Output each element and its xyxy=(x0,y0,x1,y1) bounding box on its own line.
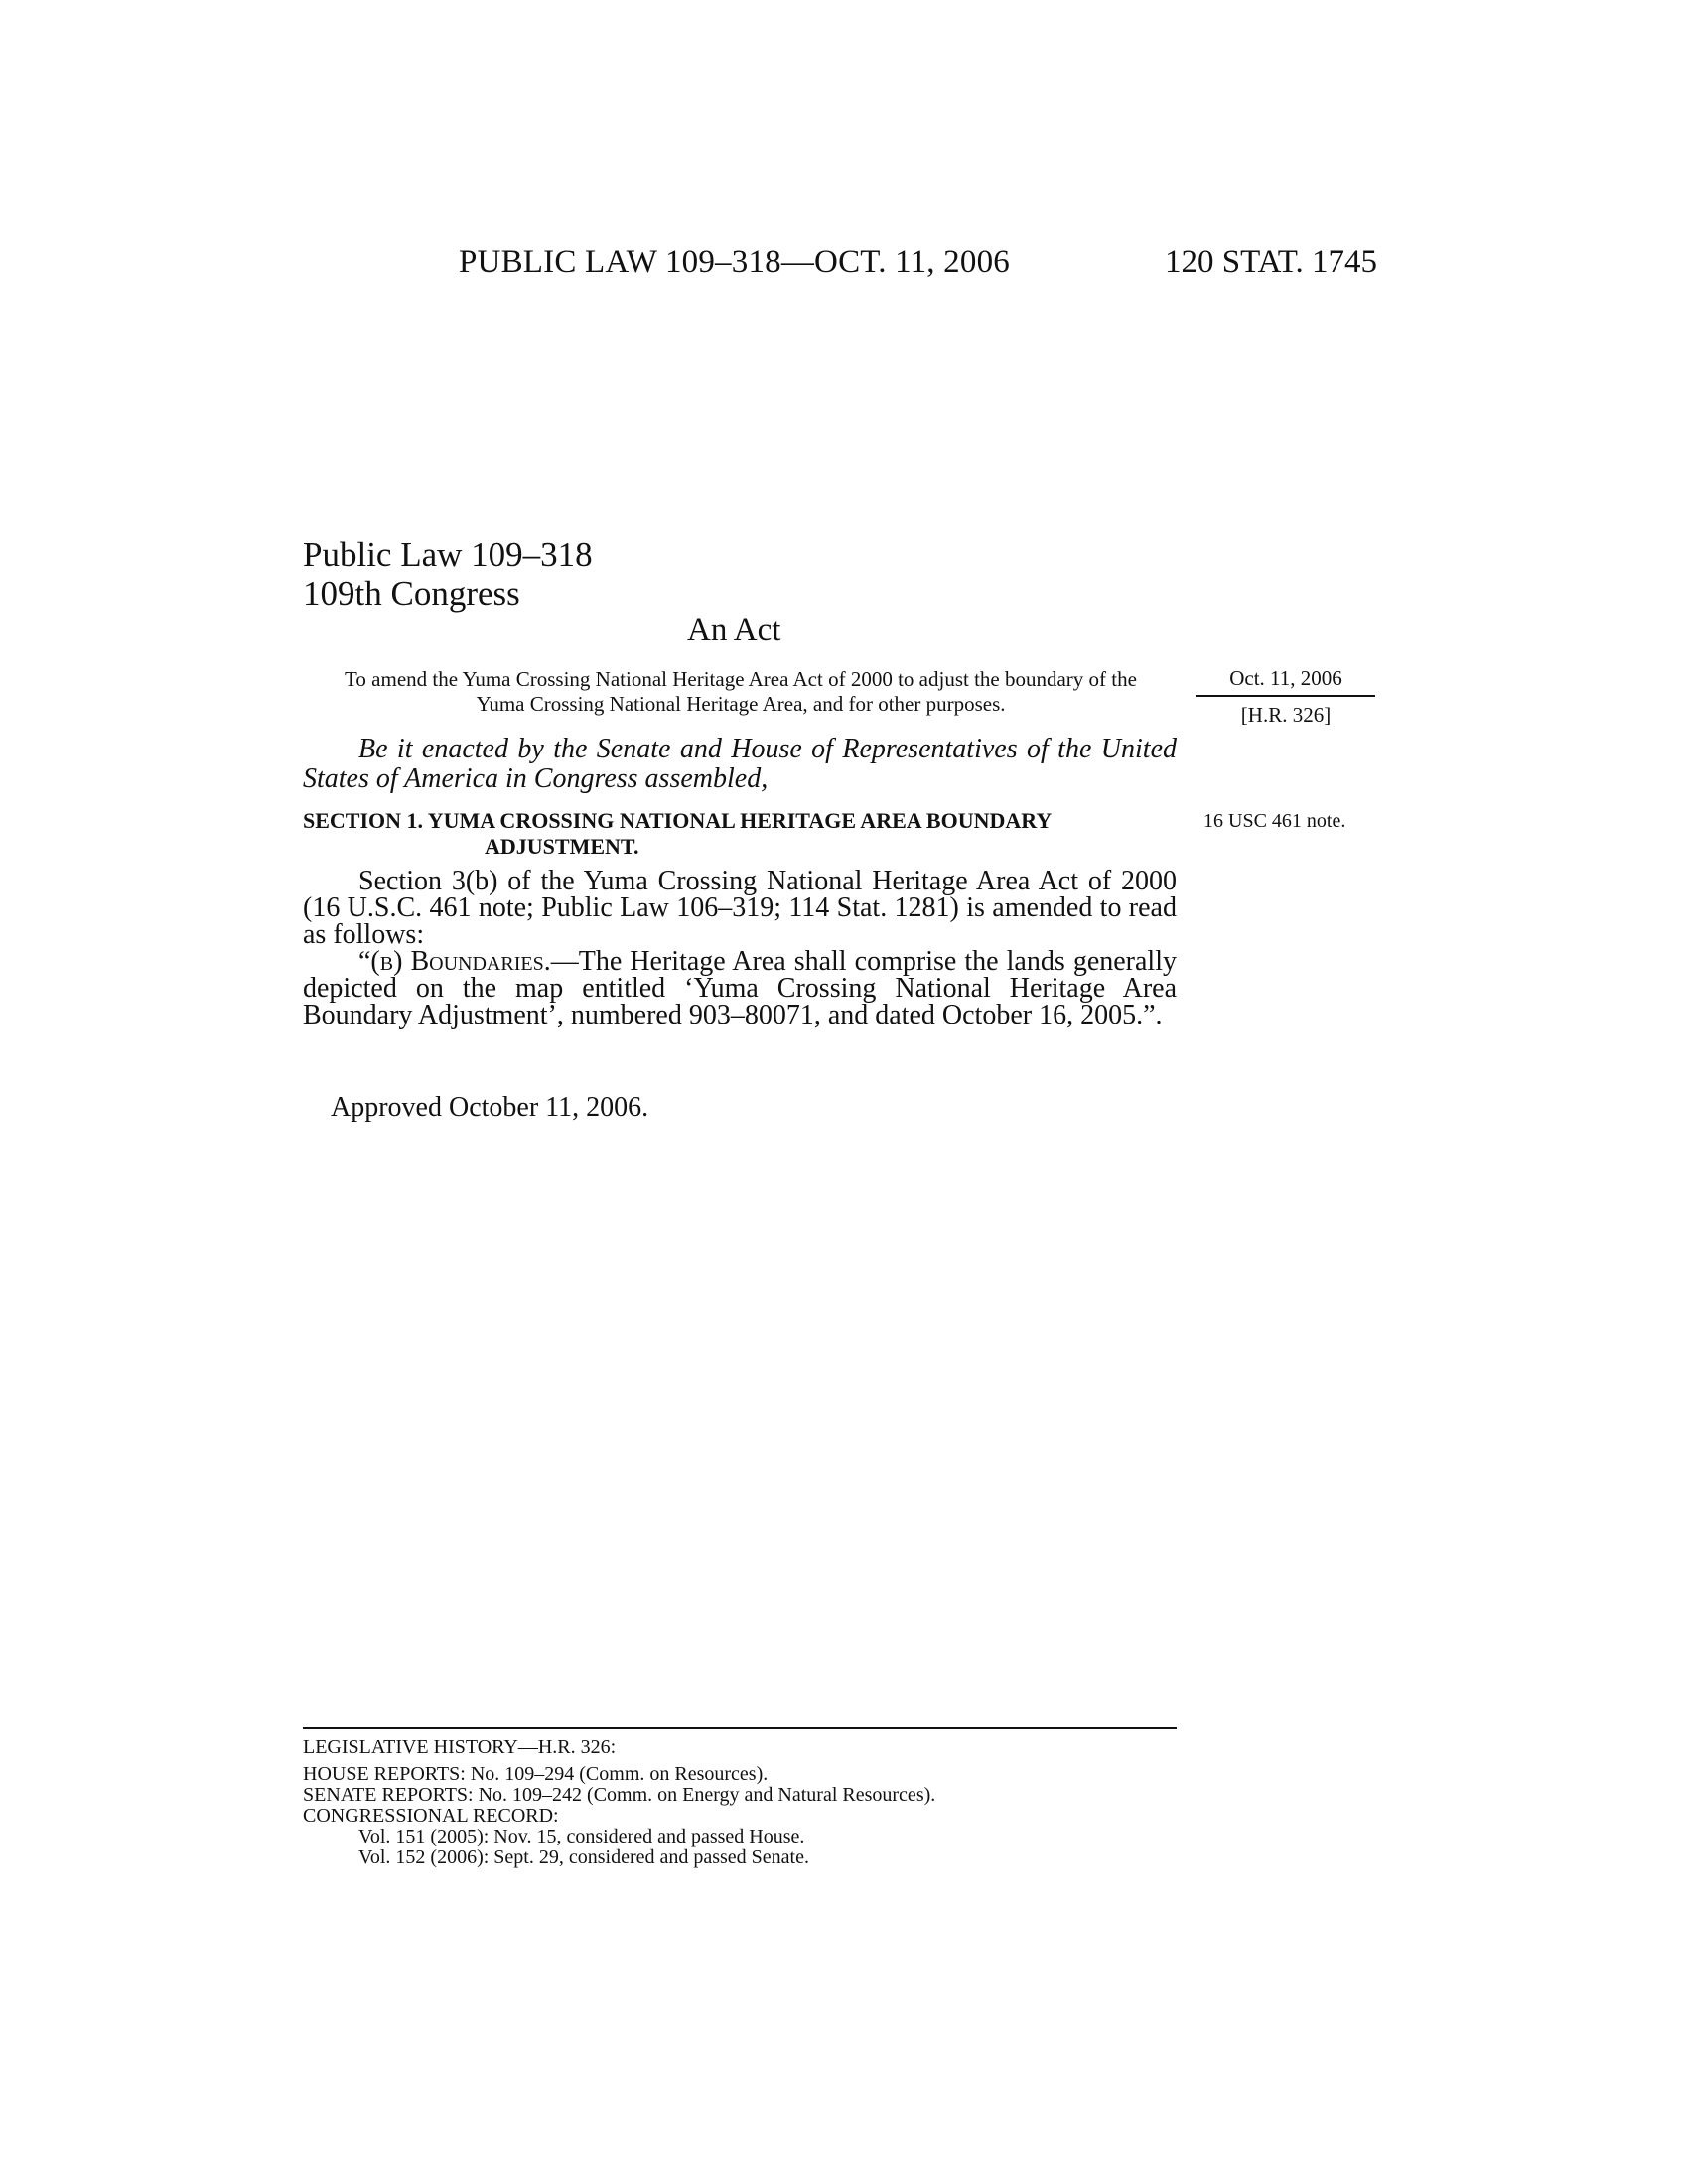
amendment-paragraph: Section 3(b) of the Yuma Crossing National Heritage Area Act of 2000 (16 U.S.C. 461 note; Public Law 106–319; 114 Stat. 1281) is amended to read as follows: xyxy=(303,866,1177,950)
house-reports: HOUSE REPORTS: No. 109–294 (Comm. on Resources). xyxy=(303,1763,769,1785)
boundaries-lead: “(b) Boundaries. xyxy=(358,946,551,977)
running-head: PUBLIC LAW 109–318—OCT. 11, 2006 xyxy=(459,244,1010,280)
boundaries-text: —The Heritage Area shall comprise the lands generally depicted on the map entitled ‘Yuma Crossing National Heritage Area Boundary Adjustment’, numbered 903–80071, and dated October 16, 2005.”. xyxy=(303,946,1177,1030)
purpose-statement: To amend the Yuma Crossing National Heritage Area Act of 2000 to adjust the boundary of the Yuma Crossing National Heritage Area, and for other purposes. xyxy=(345,667,1137,716)
section-body xyxy=(303,868,1177,1028)
section-heading-line1: SECTION 1. YUMA CROSSING NATIONAL HERITAGE AREA BOUNDARY xyxy=(303,808,1053,833)
margin-note: 16 USC 461 note. xyxy=(1203,810,1346,832)
date-bill-block xyxy=(1196,666,1375,728)
bill-number: [H.R. 326] xyxy=(1240,703,1332,727)
public-law-title: Public Law 109–318 xyxy=(303,535,593,574)
statutes-page-number: 120 STAT. 1745 xyxy=(1164,244,1377,280)
approval-line: Approved October 11, 2006. xyxy=(331,1092,649,1123)
congress-label: 109th Congress xyxy=(303,574,520,613)
record-vol-152: Vol. 152 (2006): Sept. 29, considered and passed Senate. xyxy=(358,1846,809,1868)
enacting-clause: Be it enacted by the Senate and House of Representatives of the United States of America in Congress assembled, xyxy=(303,734,1177,794)
section-heading-line2: ADJUSTMENT. xyxy=(485,834,639,859)
senate-reports: SENATE REPORTS: No. 109–242 (Comm. on Energy and Natural Resources). xyxy=(303,1784,936,1806)
act-label: An Act xyxy=(687,613,781,648)
boundaries-paragraph xyxy=(303,948,1177,1028)
congressional-record: CONGRESSIONAL RECORD: xyxy=(303,1805,559,1827)
record-vol-151: Vol. 151 (2005): Nov. 15, considered and passed House. xyxy=(358,1826,805,1847)
footnote-divider xyxy=(303,1727,1177,1729)
section-heading xyxy=(303,808,1177,860)
enactment-date: Oct. 11, 2006 xyxy=(1196,666,1375,697)
legislative-history xyxy=(303,1737,1177,1868)
legislative-history-heading: LEGISLATIVE HISTORY—H.R. 326: xyxy=(303,1736,617,1758)
